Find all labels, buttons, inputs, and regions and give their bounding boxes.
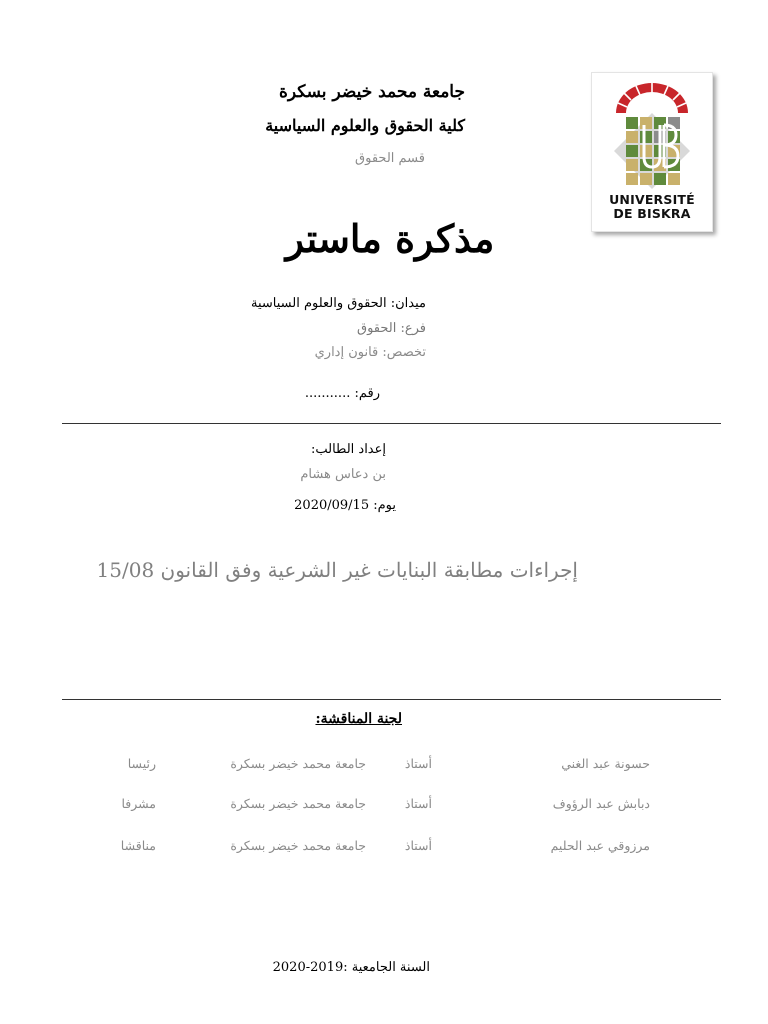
number-line: رقم: ........... <box>304 386 380 401</box>
member-rank: أستاذ <box>404 796 432 811</box>
member-rank: أستاذ <box>404 838 432 853</box>
divider-top <box>62 423 721 424</box>
member-university: جامعة محمد خيضر بسكرة <box>230 838 366 853</box>
committee-title: لجنة المناقشة: <box>315 711 402 727</box>
specialty-line: تخصص: قانون إداري <box>314 345 426 360</box>
faculty-name: كلية الحقوق والعلوم السياسية <box>265 116 465 135</box>
member-role: مناقشا <box>120 838 156 853</box>
member-name: مرزوقي عبد الحليم <box>550 838 650 853</box>
member-name: دبابش عبد الرؤوف <box>552 796 650 811</box>
logo-line2: DE BISKRA <box>613 206 691 221</box>
field-line: ميدان: الحقوق والعلوم السياسية <box>250 296 426 311</box>
thesis-title: إجراءات مطابقة البنايات غير الشرعية وفق القانون 15/08 <box>96 558 578 582</box>
member-university: جامعة محمد خيضر بسكرة <box>230 756 366 771</box>
member-role: رئيسا <box>127 756 156 771</box>
academic-year: السنة الجامعية :2019-2020 <box>272 960 430 975</box>
department-name: قسم الحقوق <box>355 151 425 166</box>
defense-date: يوم: 2020/09/15 <box>294 498 396 513</box>
divider-bottom <box>62 699 721 700</box>
university-name: جامعة محمد خيضر بسكرة <box>278 82 465 102</box>
document-title: مذكرة ماستر <box>285 216 495 261</box>
university-logo <box>591 72 713 232</box>
member-role: مشرفا <box>121 796 156 811</box>
student-name: بن دعاس هشام <box>300 467 386 482</box>
member-university: جامعة محمد خيضر بسكرة <box>230 796 366 811</box>
prepared-by-label: إعداد الطالب: <box>310 442 386 457</box>
branch-line: فرع: الحقوق <box>357 321 426 336</box>
member-name: حسونة عبد الغني <box>561 756 650 771</box>
logo-line1: UNIVERSITÉ <box>609 192 695 207</box>
member-rank: أستاذ <box>404 756 432 771</box>
